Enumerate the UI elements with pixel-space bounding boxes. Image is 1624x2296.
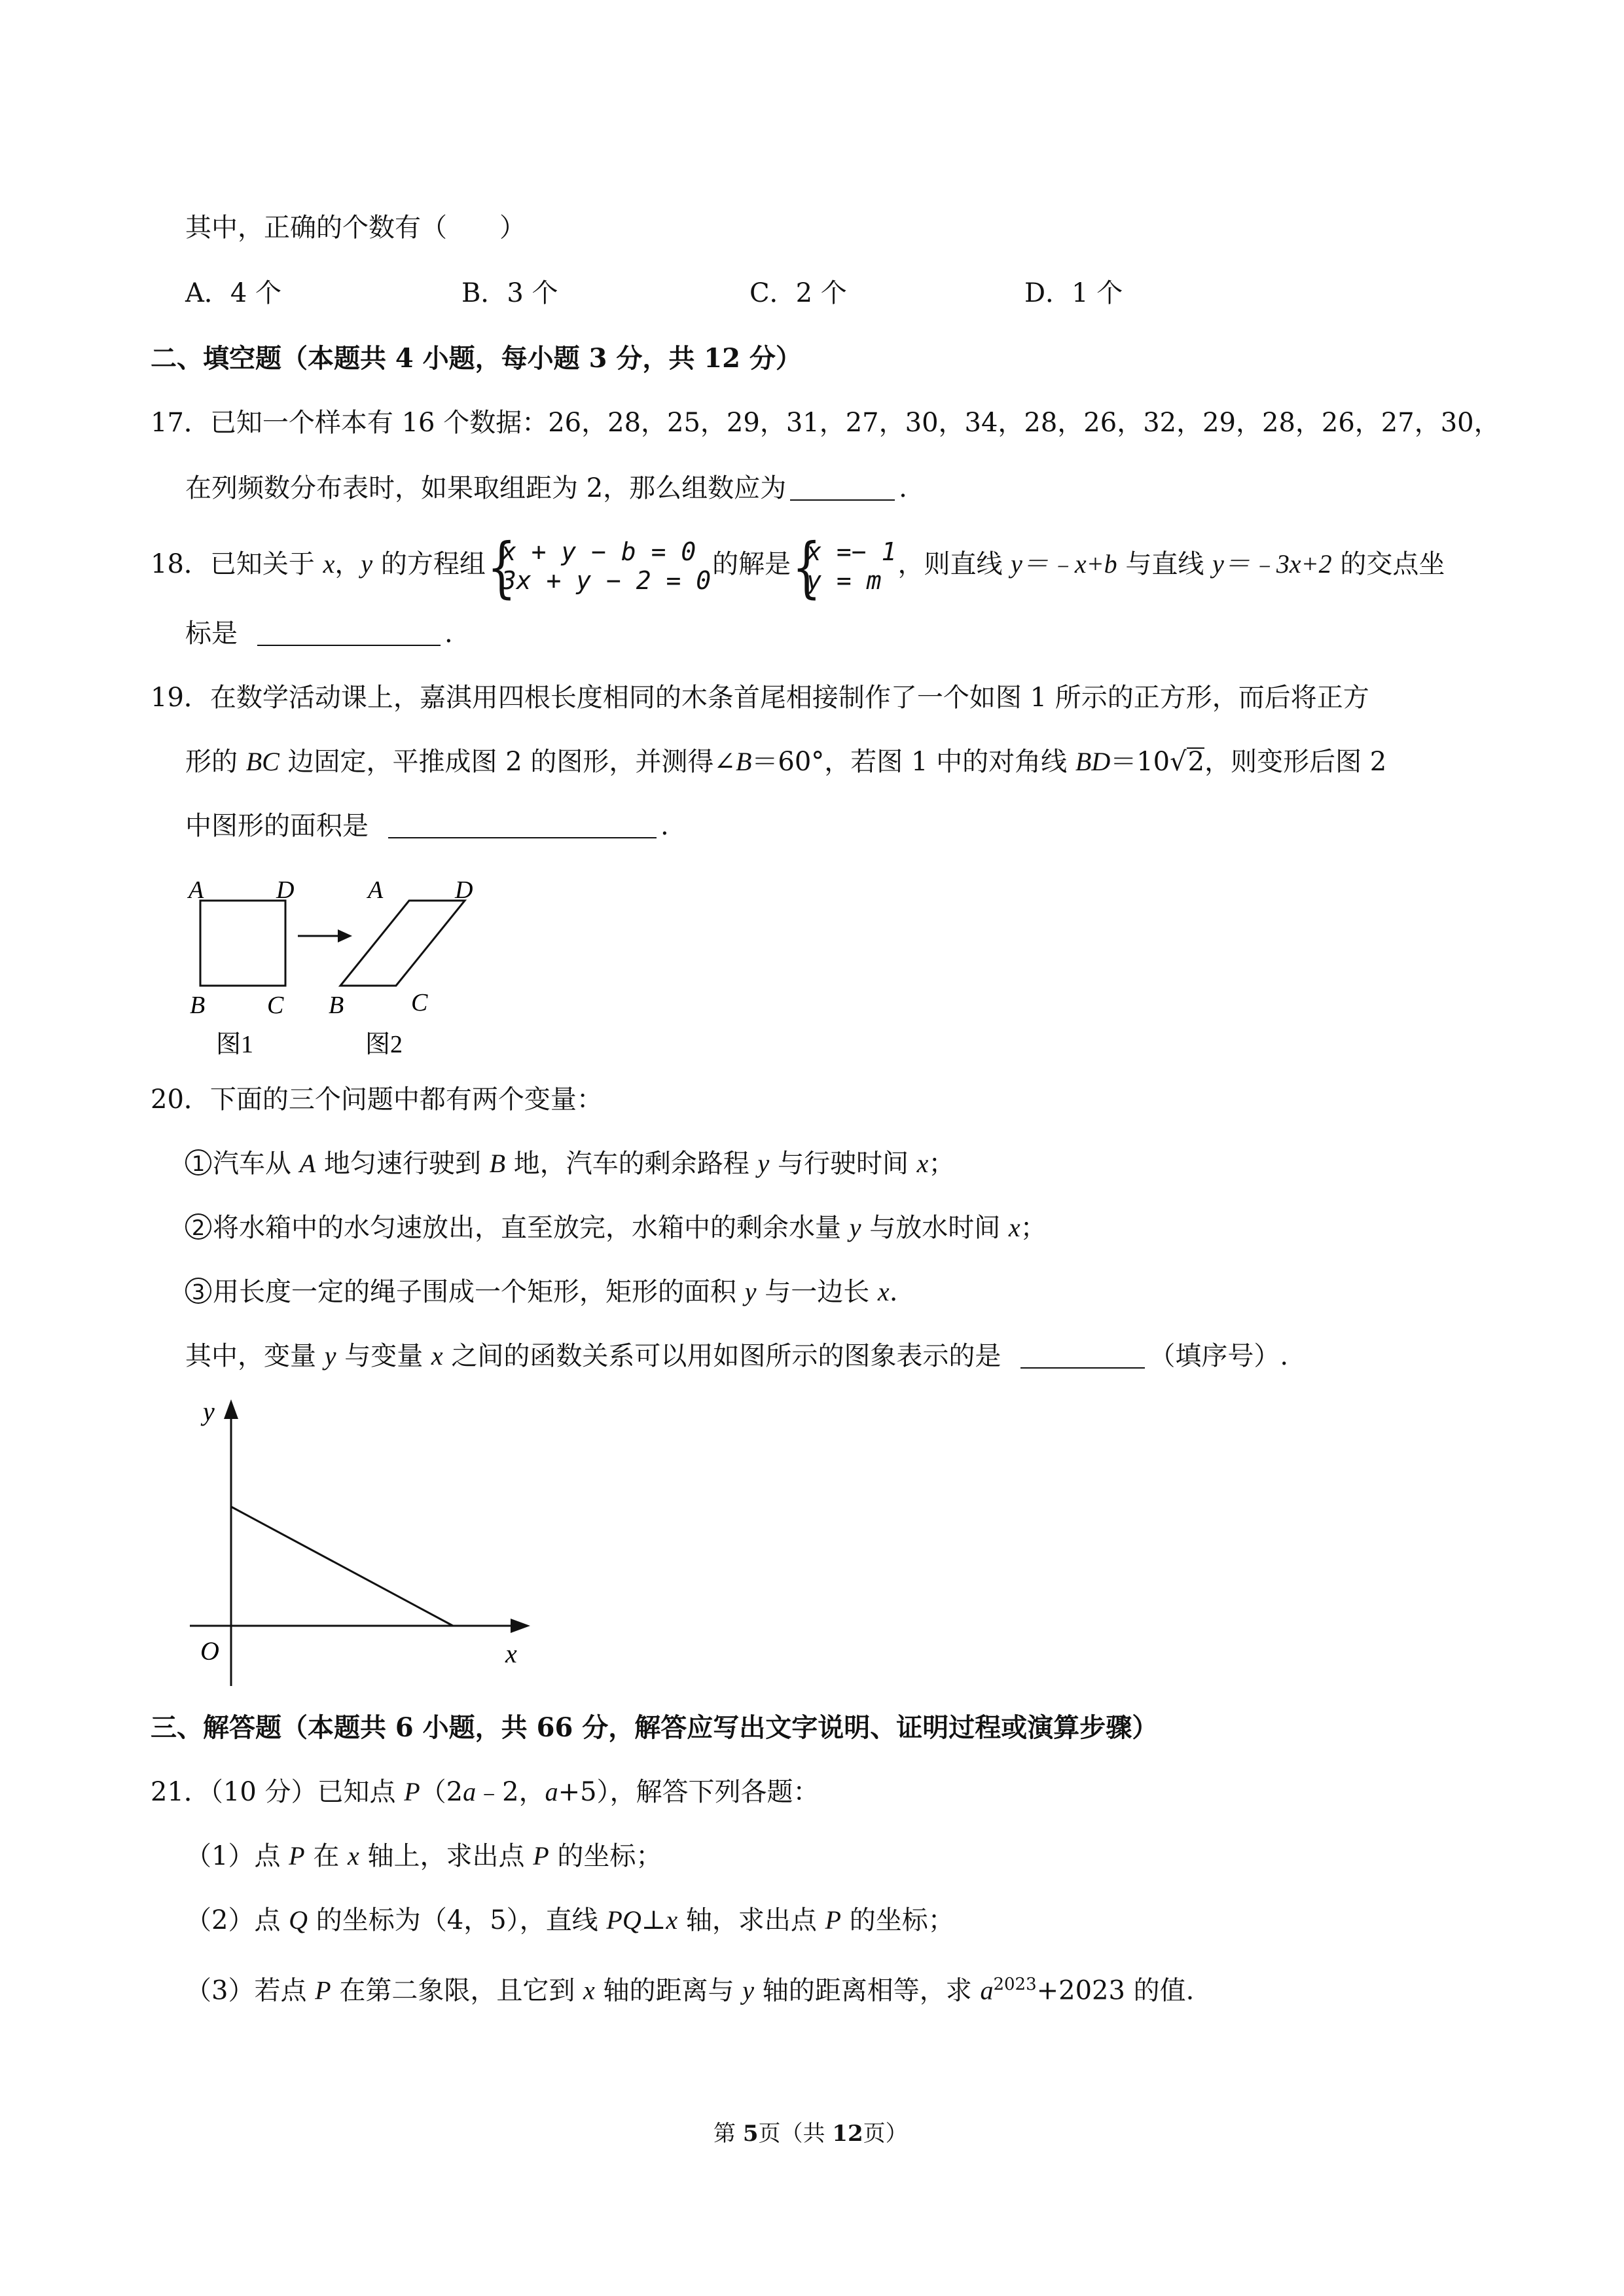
figure-1-square bbox=[187, 876, 294, 1058]
q18-equation-system: { x + y − b = 0 3x + y − 2 = 0 bbox=[486, 529, 712, 605]
q20-item-3-var: y bbox=[744, 1277, 757, 1306]
q16-option-b: B．3 个 bbox=[461, 278, 558, 308]
sqrt-icon: √ bbox=[1170, 747, 1187, 777]
q17-line1: 17．已知一个样本有 16 个数据：26，28，25，29，31，27，30，34，28，26，32，29，28，26，27，30， bbox=[151, 408, 1500, 438]
y-axis-arrow-icon bbox=[224, 1399, 238, 1419]
q21-part-3-text: +2023 的值. bbox=[1036, 1975, 1195, 2006]
fig2-label-a: A bbox=[368, 876, 384, 904]
q19-line2 bbox=[185, 744, 1386, 780]
q20-question bbox=[185, 1338, 1288, 1374]
q19-figures bbox=[177, 870, 517, 1067]
q21-part-1-var: P bbox=[533, 1841, 549, 1871]
q20-graph bbox=[183, 1394, 550, 1695]
q20-item-1-var: B bbox=[489, 1149, 506, 1178]
q21-text: （2 bbox=[420, 1777, 463, 1807]
q21-part-2-var: P bbox=[825, 1905, 841, 1935]
fig1-label-b: B bbox=[190, 992, 206, 1019]
q19-text: ，则变形后图 2 bbox=[1204, 747, 1387, 777]
q21-part-2-text: 轴，求出点 bbox=[677, 1905, 825, 1935]
q20-item-2-text: 将水箱中的水匀速放出，直至放完，水箱中的剩余水量 bbox=[213, 1213, 850, 1243]
q20-question-var: x bbox=[431, 1341, 443, 1371]
q18-comma: ， bbox=[334, 549, 361, 579]
q21-part-3-text: 轴的距离相等，求 bbox=[754, 1975, 981, 2006]
q19-text: ＝60°，若图 1 中的对角线 bbox=[751, 747, 1075, 777]
q16-option-a: A．4 个 bbox=[185, 278, 282, 308]
q21-part-1-text: 在 bbox=[304, 1841, 348, 1871]
q21-part-3-var: P bbox=[315, 1975, 331, 2005]
q21-part-2-var: x bbox=[666, 1905, 678, 1935]
page-footer bbox=[713, 2115, 908, 2152]
q21-part-2-var: PQ bbox=[606, 1905, 641, 1935]
q20-item-1-text: 与行驶时间 bbox=[769, 1149, 917, 1179]
q18-answer-blank[interactable] bbox=[257, 619, 441, 646]
fig2-label-d: D bbox=[455, 876, 473, 904]
decreasing-line bbox=[231, 1507, 453, 1626]
q20-question-text: 与变量 bbox=[336, 1341, 431, 1371]
q19-var-bc: BC bbox=[245, 747, 280, 776]
q20-item-3-text: 用长度一定的绳子围成一个矩形，矩形的面积 bbox=[213, 1277, 745, 1307]
q21-part-3-var: a bbox=[980, 1975, 994, 2005]
q21-text: 21．（10 分）已知点 bbox=[151, 1777, 405, 1807]
q21-part-3 bbox=[185, 1966, 1194, 2009]
q21-part-1-var: x bbox=[348, 1841, 359, 1871]
q21-part-1-text: （1）点 bbox=[185, 1841, 289, 1871]
q20-item-1-var: y bbox=[757, 1149, 770, 1178]
q21-part-2 bbox=[185, 1902, 954, 1939]
q18-solution-system: { x =− 1 y = m bbox=[792, 529, 897, 605]
fig2-label-c: C bbox=[411, 989, 428, 1016]
q20-item-1-text: ； bbox=[928, 1149, 955, 1179]
circled-number-1: 1 bbox=[185, 1149, 211, 1175]
q19-end: . bbox=[660, 811, 669, 841]
q18-text: 的解是 bbox=[712, 549, 791, 579]
q18-solution-y: y = m bbox=[806, 566, 882, 595]
q21-part-2-var: Q bbox=[289, 1905, 308, 1935]
footer-page-number: 5 bbox=[742, 2121, 759, 2147]
q20-item-1-text: 汽车从 bbox=[213, 1149, 300, 1179]
q20-question-text: （填序号）. bbox=[1149, 1341, 1289, 1371]
q21-intro bbox=[151, 1774, 820, 1810]
q20-item-2-text: 与放水时间 bbox=[861, 1213, 1009, 1243]
circled-number-2: 2 bbox=[185, 1213, 211, 1240]
q20-question-text: 其中，变量 bbox=[185, 1341, 325, 1371]
fig1-label-a: A bbox=[189, 876, 204, 904]
q20-item-1-var: A bbox=[299, 1149, 316, 1178]
q18-text: 与直线 bbox=[1117, 549, 1213, 579]
q18-line-a: y＝﹣x+b bbox=[1011, 549, 1117, 579]
q20-item-3 bbox=[185, 1274, 897, 1310]
q21-var-p: P bbox=[404, 1777, 420, 1806]
q20-item-2 bbox=[185, 1210, 1047, 1246]
q21-var-a: a bbox=[463, 1777, 477, 1806]
q20-item-2-var: y bbox=[849, 1213, 861, 1242]
q16-prompt: 其中，正确的个数有（ ） bbox=[185, 213, 526, 243]
q18-line2 bbox=[185, 615, 453, 652]
q21-part-1-text: 的坐标； bbox=[549, 1841, 662, 1871]
footer-text: 第 bbox=[713, 2121, 743, 2147]
q18-text: 的交点坐 bbox=[1331, 549, 1445, 579]
q20-question-var: y bbox=[324, 1341, 336, 1371]
q20-item-3-text: 与一边长 bbox=[756, 1277, 878, 1307]
q18-text: 已知关于 bbox=[209, 549, 323, 579]
q19-line3 bbox=[185, 808, 669, 844]
q16-option-d: D．1 个 bbox=[1024, 278, 1123, 308]
q21-part-3-text: 轴的距离与 bbox=[594, 1975, 743, 2006]
q19-line3-text: 中图形的面积是 bbox=[185, 811, 369, 841]
q18-end: . bbox=[444, 619, 453, 649]
q19-var-bd: BD bbox=[1075, 747, 1111, 776]
origin-label: O bbox=[200, 1636, 219, 1666]
fig1-label-c: C bbox=[267, 992, 284, 1019]
q19-text: ＝10 bbox=[1110, 747, 1170, 777]
q20-item-3-text: . bbox=[889, 1277, 898, 1307]
q21-part-1-text: 轴上，求出点 bbox=[359, 1841, 533, 1871]
q19-text: 形的 bbox=[185, 747, 246, 777]
q18-equation-2: 3x + y − 2 = 0 bbox=[501, 566, 712, 595]
footer-total-pages: 12 bbox=[832, 2121, 863, 2147]
q18-line2-text: 标是 bbox=[185, 619, 238, 649]
q21-var-a: a bbox=[545, 1777, 558, 1806]
q21-part-2-text: 的坐标； bbox=[840, 1905, 954, 1935]
circled-number-3: 3 bbox=[185, 1278, 211, 1304]
q19-angle-b: B bbox=[735, 747, 752, 776]
q21-part-1-var: P bbox=[289, 1841, 305, 1871]
figure-2-parallelogram bbox=[329, 876, 473, 1058]
q20-intro: 20．下面的三个问题中都有两个变量： bbox=[151, 1085, 603, 1115]
q20-item-2-var: x bbox=[1008, 1213, 1020, 1242]
q20-question-text: 之间的函数关系可以用如图所示的图象表示的是 bbox=[442, 1341, 1001, 1371]
q20-item-1-text: 地，汽车的剩余路程 bbox=[505, 1149, 758, 1179]
x-axis-arrow-icon bbox=[511, 1619, 530, 1633]
q21-text: ﹣2， bbox=[476, 1777, 545, 1807]
y-axis-label: y bbox=[203, 1397, 215, 1426]
q21-part-2-text: 的坐标为（4，5），直线 bbox=[308, 1905, 607, 1935]
q21-part-1 bbox=[185, 1838, 662, 1874]
q16-option-c: C．2 个 bbox=[749, 278, 847, 308]
q21-text: +5），解答下列各题： bbox=[558, 1777, 820, 1807]
q17-answer-blank[interactable] bbox=[790, 473, 895, 501]
section-2-heading: 二、填空题（本题共 4 小题，每小题 3 分，共 12 分） bbox=[151, 343, 802, 374]
x-axis-label: x bbox=[505, 1639, 517, 1668]
q19-sqrt-value: 2 bbox=[1187, 747, 1205, 777]
square-shape bbox=[200, 901, 285, 986]
section-3-heading: 三、解答题（本题共 6 小题，共 66 分，解答应写出文字说明、证明过程或演算步骤） bbox=[151, 1712, 1159, 1743]
q18-text: ，则直线 bbox=[897, 549, 1011, 579]
fig2-label-b: B bbox=[329, 992, 344, 1019]
q20-item-3-var: x bbox=[877, 1277, 890, 1306]
q19-line1: 19．在数学活动课上，嘉淇用四根长度相同的木条首尾相接制作了一个如图 1 所示的正方形，而后将正方 bbox=[151, 683, 1369, 713]
q21-part-2-text: （2）点 bbox=[185, 1905, 289, 1935]
q18-line-b: y＝﹣3x+2 bbox=[1212, 549, 1332, 579]
q21-part-3-exponent: 2023 bbox=[993, 1975, 1037, 1994]
q20-item-1-var: x bbox=[916, 1149, 929, 1178]
fig1-caption: 图1 bbox=[216, 1031, 254, 1058]
parallelogram-shape bbox=[340, 901, 465, 986]
fig2-caption: 图2 bbox=[365, 1031, 403, 1058]
footer-text: 页） bbox=[863, 2121, 908, 2147]
q18-solution-x: x =− 1 bbox=[806, 537, 897, 566]
arrow-right-icon bbox=[298, 929, 352, 942]
q18-equation-1: x + y − b = 0 bbox=[501, 537, 696, 566]
q18-var-y: y bbox=[361, 549, 373, 579]
footer-text: 页（共 bbox=[758, 2121, 833, 2147]
q19-answer-blank[interactable] bbox=[388, 811, 657, 838]
q21-part-3-var: y bbox=[742, 1975, 755, 2005]
q17-line2-text: 在列频数分布表时，如果取组距为 2，那么组数应为 bbox=[185, 473, 787, 503]
q17-end: . bbox=[899, 473, 907, 503]
q18-line1 bbox=[151, 529, 1445, 605]
q18-number: 18． bbox=[151, 549, 210, 579]
fig1-label-d: D bbox=[276, 876, 295, 904]
q20-item-1 bbox=[185, 1145, 954, 1182]
q21-part-3-var: x bbox=[583, 1975, 595, 2005]
q21-part-2-text: ⊥ bbox=[641, 1905, 666, 1935]
q19-text: 边固定，平推成图 2 的图形，并测得∠ bbox=[279, 747, 736, 777]
q18-text: 的方程组 bbox=[372, 549, 486, 579]
q21-part-3-text: （3）若点 bbox=[185, 1975, 316, 2006]
q17-line2 bbox=[185, 470, 907, 507]
q18-var-x: x bbox=[323, 549, 335, 579]
q20-item-2-text: ； bbox=[1020, 1213, 1047, 1243]
q20-item-1-text: 地匀速行驶到 bbox=[316, 1149, 490, 1179]
q21-part-3-text: 在第二象限，且它到 bbox=[331, 1975, 584, 2006]
q20-answer-blank[interactable] bbox=[1020, 1341, 1145, 1369]
